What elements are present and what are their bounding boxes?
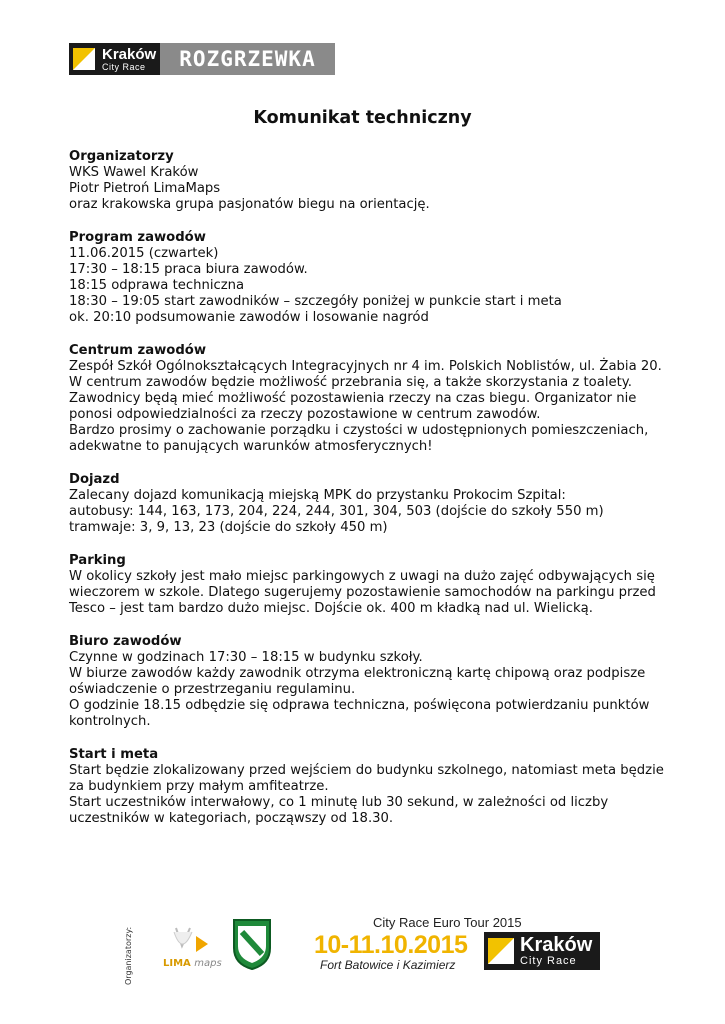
section	[69, 747, 669, 827]
header-logo	[69, 43, 335, 75]
section-line: Zespół Szkół Ogólnokształcących Integracyjnych nr 4 im. Polskich Noblistów, ul. Żabia 20.	[69, 359, 662, 374]
limamaps-wordmark	[163, 958, 222, 969]
footer-logo	[484, 932, 600, 970]
lima-suffix: maps	[194, 958, 222, 969]
tour-name: City Race Euro Tour 2015	[373, 915, 522, 930]
section-line: 18:30 – 19:05 start zawodników – szczegóły poniżej w punkcie start i meta	[69, 294, 562, 309]
section-line: adekwatne to panujących warunków atmosferycznych!	[69, 439, 433, 454]
section-heading: Start i meta	[69, 747, 159, 762]
header-banner-word: ROZGRZEWKA	[160, 43, 335, 75]
section	[69, 149, 669, 213]
section-line: W okolicy szkoły jest mało miejsc parkingowych z uwagi na dużo zajęć odbywających się	[69, 569, 655, 584]
section-line: Zalecany dojazd komunikacją miejską MPK do przystanku Prokocim Szpital:	[69, 488, 566, 503]
section-line: autobusy: 144, 163, 173, 204, 224, 244, 301, 304, 503 (dojście do szkoły 550 m)	[69, 504, 604, 519]
section-line: 18:15 odprawa techniczna	[69, 278, 245, 293]
section-line: ponosi odpowiedzialności za rzeczy pozostawione w centrum zawodów.	[69, 407, 541, 422]
section	[69, 553, 669, 617]
section	[69, 634, 669, 730]
header-brand-line2: City Race	[102, 61, 146, 72]
section-line: tramwaje: 3, 9, 13, 23 (dojście do szkoły 450 m)	[69, 520, 388, 535]
event-place: Fort Batowice i Kazimierz	[320, 958, 456, 972]
section-line: Bardzo prosimy o zachowanie porządku i czystości w udostępnionych pomieszczeniach,	[69, 423, 649, 438]
section-line: W centrum zawodów będzie możliwość przebrania się, a także skorzystania z toalety.	[69, 375, 632, 390]
wawel-crest-icon	[232, 918, 272, 970]
page-title: Komunikat techniczny	[253, 108, 472, 128]
section-line: uczestników w kategoriach, począwszy od 18.30.	[69, 811, 394, 826]
section	[69, 230, 669, 326]
section-line: za budynkiem przy małym amfiteatrze.	[69, 779, 329, 794]
section-heading: Centrum zawodów	[69, 343, 207, 358]
header-brand	[99, 43, 160, 75]
organizers-label: Organizatorzy:	[124, 926, 133, 985]
lima-name: LIMA	[163, 958, 191, 969]
footer-brand	[518, 932, 592, 970]
section-heading: Parking	[69, 553, 126, 568]
section-line: W biurze zawodów każdy zawodnik otrzyma elektroniczną kartę chipową oraz podpisze	[69, 666, 646, 681]
section-heading: Organizatorzy	[69, 149, 174, 164]
section-heading: Biuro zawodów	[69, 634, 182, 649]
section-line: O godzinie 18.15 odbędzie się odprawa techniczna, poświęcona potwierdzaniu punktów	[69, 698, 650, 713]
section-line: WKS Wawel Kraków	[69, 165, 199, 180]
section-line: oświadczenie o przestrzeganiu regulaminu.	[69, 682, 356, 697]
section-line: oraz krakowska grupa pasjonatów biegu na orientację.	[69, 197, 430, 212]
header-brand-line1: Kraków	[102, 45, 157, 63]
section-line: ok. 20:10 podsumowanie zawodów i losowanie nagród	[69, 310, 429, 325]
krakow-city-race-logo-icon	[69, 43, 99, 75]
footer-krakow-city-race-icon	[484, 932, 518, 970]
section-line: wieczorem w szkole. Dlatego sugerujemy pozostawienie samochodów na parkingu przed	[69, 585, 656, 600]
footer-brand-line2: City Race	[520, 955, 577, 967]
section-line: Tesco – jest tam bardzo dużo miejsc. Dojście ok. 400 m kładką nad ul. Wielicką.	[69, 601, 593, 616]
section-heading: Program zawodów	[69, 230, 206, 245]
section-line: Start będzie zlokalizowany przed wejściem do budynku szkolnego, natomiast meta będzie	[69, 763, 664, 778]
document-body	[69, 149, 669, 844]
footer-brand-line1: Kraków	[520, 934, 593, 956]
section	[69, 343, 669, 455]
section-line: Czynne w godzinach 17:30 – 18:15 w budynku szkoły.	[69, 650, 423, 665]
section-line: 11.06.2015 (czwartek)	[69, 246, 219, 261]
event-dates: 10-11.10.2015	[314, 931, 468, 959]
section	[69, 472, 669, 536]
section-line: Piotr Pietroń LimaMaps	[69, 181, 221, 196]
section-line: kontrolnych.	[69, 714, 151, 729]
section-line: 17:30 – 18:15 praca biura zawodów.	[69, 262, 308, 277]
section-heading: Dojazd	[69, 472, 120, 487]
section-line: Zawodnicy będą mieć możliwość pozostawienia rzeczy na czas biegu. Organizator nie	[69, 391, 637, 406]
section-line: Start uczestników interwałowy, co 1 minutę lub 30 sekund, w zależności od liczby	[69, 795, 609, 810]
